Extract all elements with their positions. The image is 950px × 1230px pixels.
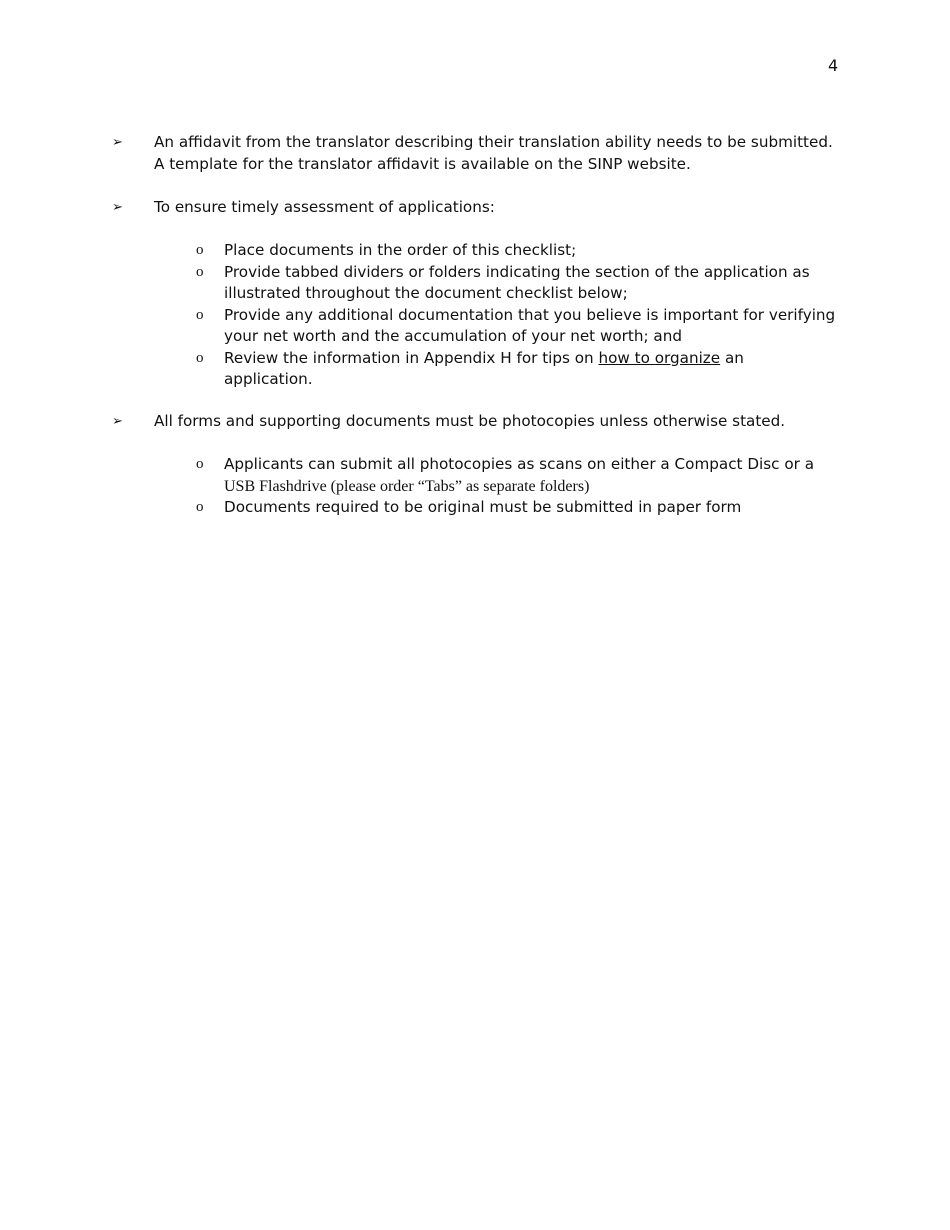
list-item-translator-affidavit bbox=[112, 132, 842, 175]
sub-item-originals bbox=[196, 497, 836, 519]
circle-bullet-icon: o bbox=[196, 263, 204, 280]
sub-list-assessment bbox=[196, 240, 836, 391]
arrow-bullet-icon: ➢ bbox=[112, 414, 123, 429]
sub-item-dividers bbox=[196, 262, 836, 305]
sub-item-text bbox=[224, 348, 836, 391]
sub-item-text-before: Review the information in Appendix H for tips on bbox=[224, 348, 599, 367]
sub-item-appendix-h bbox=[196, 348, 836, 391]
sub-item-text: Provide any additional documentation that you believe is important for verifying your net worth and the accumulation of your net worth; and bbox=[224, 305, 836, 345]
circle-bullet-icon: o bbox=[196, 456, 204, 472]
sub-item-text bbox=[224, 454, 836, 497]
list-item-photocopies bbox=[112, 411, 842, 433]
circle-bullet-icon: o bbox=[196, 349, 204, 366]
arrow-bullet-icon: ➢ bbox=[112, 200, 123, 215]
sub-item-text: Documents required to be original must be submitted in paper form bbox=[224, 498, 742, 516]
sub-item-text-second-line: USB Flashdrive (please order “Tabs” as separate folders) bbox=[224, 477, 590, 495]
list-item-text: All forms and supporting documents must be photocopies unless otherwise stated. bbox=[154, 412, 786, 430]
list-item-text: To ensure timely assessment of applications: bbox=[154, 198, 495, 216]
how-to-organize-link[interactable]: how to organize bbox=[598, 348, 721, 367]
sub-item-text-after: an application. bbox=[224, 348, 744, 388]
sub-item-additional-docs bbox=[196, 305, 836, 348]
sub-item-text: Place documents in the order of this checklist; bbox=[224, 241, 577, 259]
circle-bullet-icon: o bbox=[196, 499, 204, 515]
arrow-bullet-icon: ➢ bbox=[112, 135, 123, 150]
sub-item-text: Provide tabbed dividers or folders indicating the section of the application as illustrated throughout the document checklist below; bbox=[224, 262, 810, 302]
circle-bullet-icon: o bbox=[196, 306, 204, 323]
circle-bullet-icon: o bbox=[196, 242, 204, 258]
page-number: 4 bbox=[828, 56, 839, 75]
sub-item-order bbox=[196, 240, 836, 262]
sub-item-scans bbox=[196, 454, 836, 497]
sub-item-text-first-line: Applicants can submit all photocopies as scans on either a Compact Disc or a bbox=[224, 455, 815, 473]
sub-list-photocopies bbox=[196, 454, 836, 519]
list-item-timely-assessment bbox=[112, 197, 842, 219]
list-item-text: An affidavit from the translator describing their translation ability needs to be submitted. A template for the translator affidavit is available on the SINP website. bbox=[154, 133, 833, 173]
